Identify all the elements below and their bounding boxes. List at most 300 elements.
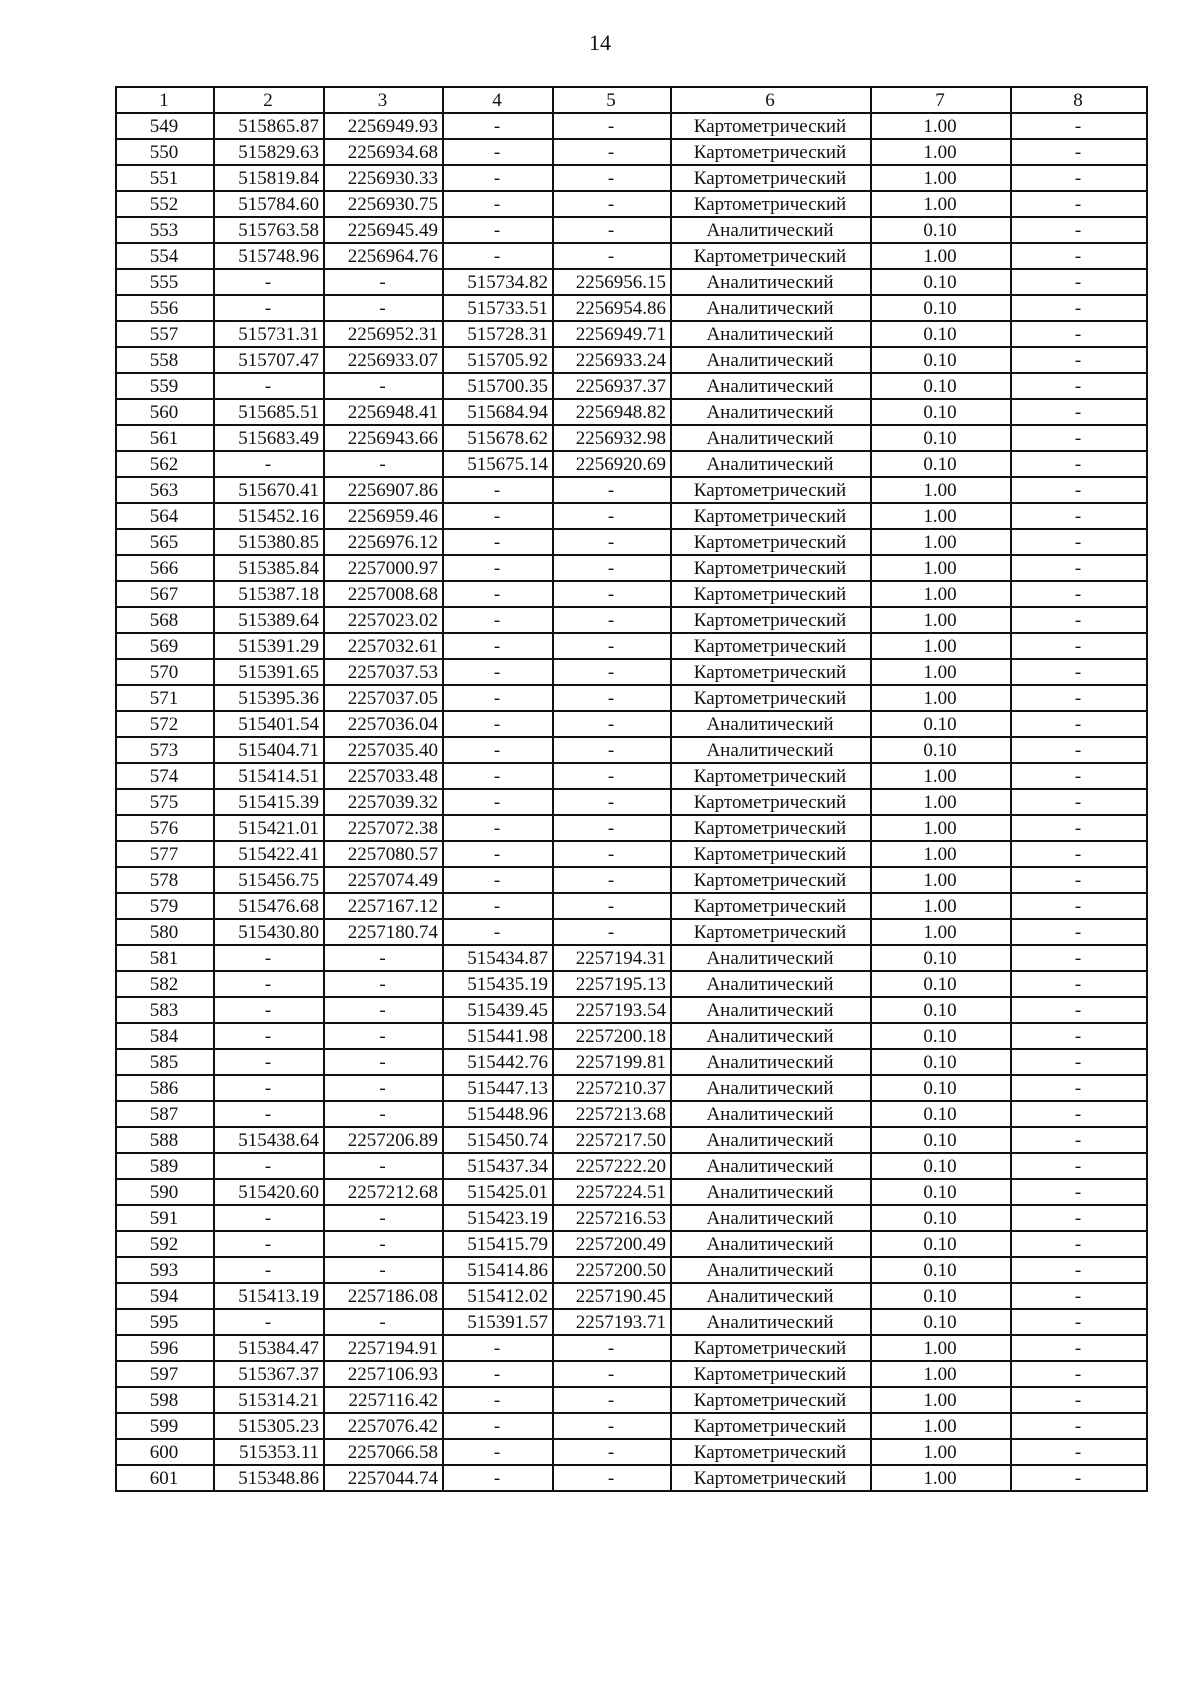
extra-cell: - [1011,1231,1147,1257]
accuracy-cell: 1.00 [871,243,1011,269]
method-cell: Картометрический [671,529,871,555]
method-cell: Аналитический [671,425,871,451]
table-body [116,113,1147,1491]
x-coordinate-cell: 515387.18 [214,581,324,607]
extra-cell: - [1011,711,1147,737]
x-coordinate-cell: - [214,1153,324,1179]
extra-cell: - [1011,1049,1147,1075]
accuracy-cell: 1.00 [871,165,1011,191]
new-x-coordinate-cell: - [443,477,553,503]
point-number-cell: 549 [116,113,214,139]
table-row [116,633,1147,659]
table-row [116,1257,1147,1283]
accuracy-cell: 1.00 [871,841,1011,867]
new-y-coordinate-cell: - [553,581,671,607]
table-row [116,1335,1147,1361]
accuracy-cell: 0.10 [871,347,1011,373]
table-row [116,1127,1147,1153]
extra-cell: - [1011,529,1147,555]
method-cell: Аналитический [671,1049,871,1075]
point-number-cell: 594 [116,1283,214,1309]
point-number-cell: 557 [116,321,214,347]
y-coordinate-cell: - [324,997,443,1023]
new-x-coordinate-cell: 515439.45 [443,997,553,1023]
x-coordinate-cell: 515389.64 [214,607,324,633]
new-y-coordinate-cell: - [553,139,671,165]
y-coordinate-cell: 2257167.12 [324,893,443,919]
method-cell: Аналитический [671,737,871,763]
table-row [116,945,1147,971]
column-header: 3 [324,87,443,113]
y-coordinate-cell: - [324,373,443,399]
point-number-cell: 588 [116,1127,214,1153]
new-x-coordinate-cell: - [443,555,553,581]
point-number-cell: 571 [116,685,214,711]
method-cell: Аналитический [671,321,871,347]
extra-cell: - [1011,763,1147,789]
x-coordinate-cell: 515395.36 [214,685,324,711]
extra-cell: - [1011,867,1147,893]
column-header: 1 [116,87,214,113]
y-coordinate-cell: 2256949.93 [324,113,443,139]
x-coordinate-cell: 515784.60 [214,191,324,217]
column-header: 5 [553,87,671,113]
x-coordinate-cell: 515385.84 [214,555,324,581]
method-cell: Аналитический [671,1023,871,1049]
y-coordinate-cell: 2257072.38 [324,815,443,841]
accuracy-cell: 0.10 [871,373,1011,399]
point-number-cell: 589 [116,1153,214,1179]
method-cell: Аналитический [671,347,871,373]
extra-cell: - [1011,581,1147,607]
x-coordinate-cell: 515829.63 [214,139,324,165]
y-coordinate-cell: 2257023.02 [324,607,443,633]
point-number-cell: 580 [116,919,214,945]
new-x-coordinate-cell: - [443,581,553,607]
new-x-coordinate-cell: - [443,1335,553,1361]
method-cell: Картометрический [671,867,871,893]
new-y-coordinate-cell: - [553,555,671,581]
accuracy-cell: 1.00 [871,191,1011,217]
y-coordinate-cell: 2256907.86 [324,477,443,503]
point-number-cell: 596 [116,1335,214,1361]
extra-cell: - [1011,737,1147,763]
table-row [116,971,1147,997]
accuracy-cell: 1.00 [871,581,1011,607]
point-number-cell: 581 [116,945,214,971]
new-x-coordinate-cell: 515450.74 [443,1127,553,1153]
new-y-coordinate-cell: 2257194.31 [553,945,671,971]
new-y-coordinate-cell: 2256956.15 [553,269,671,295]
point-number-cell: 555 [116,269,214,295]
y-coordinate-cell: - [324,1023,443,1049]
new-y-coordinate-cell: - [553,633,671,659]
y-coordinate-cell: 2256948.41 [324,399,443,425]
point-number-cell: 567 [116,581,214,607]
x-coordinate-cell: 515421.01 [214,815,324,841]
y-coordinate-cell: 2257000.97 [324,555,443,581]
accuracy-cell: 0.10 [871,399,1011,425]
extra-cell: - [1011,347,1147,373]
table-row [116,1283,1147,1309]
new-y-coordinate-cell: - [553,1361,671,1387]
extra-cell: - [1011,659,1147,685]
method-cell: Картометрический [671,685,871,711]
method-cell: Аналитический [671,269,871,295]
y-coordinate-cell: 2256952.31 [324,321,443,347]
method-cell: Аналитический [671,1257,871,1283]
new-y-coordinate-cell: - [553,503,671,529]
accuracy-cell: 1.00 [871,139,1011,165]
extra-cell: - [1011,1413,1147,1439]
accuracy-cell: 1.00 [871,763,1011,789]
method-cell: Аналитический [671,451,871,477]
new-x-coordinate-cell: 515415.79 [443,1231,553,1257]
accuracy-cell: 1.00 [871,893,1011,919]
point-number-cell: 577 [116,841,214,867]
method-cell: Аналитический [671,1101,871,1127]
accuracy-cell: 0.10 [871,1127,1011,1153]
new-y-coordinate-cell: 2257200.50 [553,1257,671,1283]
new-y-coordinate-cell: 2257222.20 [553,1153,671,1179]
table-row [116,1049,1147,1075]
y-coordinate-cell: 2257106.93 [324,1361,443,1387]
new-x-coordinate-cell: - [443,1439,553,1465]
table-row [116,1023,1147,1049]
new-y-coordinate-cell: 2257195.13 [553,971,671,997]
table-row [116,841,1147,867]
point-number-cell: 598 [116,1387,214,1413]
point-number-cell: 591 [116,1205,214,1231]
new-y-coordinate-cell: - [553,477,671,503]
extra-cell: - [1011,165,1147,191]
method-cell: Картометрический [671,1439,871,1465]
new-y-coordinate-cell: 2257200.18 [553,1023,671,1049]
accuracy-cell: 0.10 [871,1101,1011,1127]
method-cell: Аналитический [671,295,871,321]
new-y-coordinate-cell: - [553,243,671,269]
accuracy-cell: 1.00 [871,1465,1011,1491]
new-x-coordinate-cell: 515434.87 [443,945,553,971]
x-coordinate-cell: 515865.87 [214,113,324,139]
y-coordinate-cell: 2257008.68 [324,581,443,607]
extra-cell: - [1011,321,1147,347]
x-coordinate-cell: - [214,971,324,997]
method-cell: Аналитический [671,711,871,737]
x-coordinate-cell: 515731.31 [214,321,324,347]
method-cell: Аналитический [671,1205,871,1231]
extra-cell: - [1011,633,1147,659]
table-row [116,191,1147,217]
new-y-coordinate-cell: 2257200.49 [553,1231,671,1257]
new-x-coordinate-cell: - [443,841,553,867]
new-y-coordinate-cell: 2257213.68 [553,1101,671,1127]
new-y-coordinate-cell: - [553,815,671,841]
extra-cell: - [1011,555,1147,581]
x-coordinate-cell: 515670.41 [214,477,324,503]
y-coordinate-cell: 2256930.75 [324,191,443,217]
extra-cell: - [1011,1309,1147,1335]
new-y-coordinate-cell: - [553,529,671,555]
table-row [116,1361,1147,1387]
point-number-cell: 599 [116,1413,214,1439]
point-number-cell: 600 [116,1439,214,1465]
point-number-cell: 560 [116,399,214,425]
accuracy-cell: 1.00 [871,503,1011,529]
column-header: 8 [1011,87,1147,113]
x-coordinate-cell: 515384.47 [214,1335,324,1361]
new-x-coordinate-cell: - [443,1465,553,1491]
table-row [116,321,1147,347]
new-x-coordinate-cell: 515705.92 [443,347,553,373]
accuracy-cell: 1.00 [871,685,1011,711]
method-cell: Аналитический [671,1153,871,1179]
extra-cell: - [1011,1179,1147,1205]
y-coordinate-cell: 2257076.42 [324,1413,443,1439]
point-number-cell: 574 [116,763,214,789]
method-cell: Картометрический [671,633,871,659]
new-x-coordinate-cell: - [443,789,553,815]
extra-cell: - [1011,269,1147,295]
new-x-coordinate-cell: - [443,867,553,893]
extra-cell: - [1011,451,1147,477]
accuracy-cell: 0.10 [871,997,1011,1023]
new-x-coordinate-cell: - [443,1361,553,1387]
new-y-coordinate-cell: - [553,893,671,919]
accuracy-cell: 1.00 [871,1413,1011,1439]
accuracy-cell: 0.10 [871,737,1011,763]
extra-cell: - [1011,1101,1147,1127]
method-cell: Аналитический [671,1075,871,1101]
table-row [116,399,1147,425]
x-coordinate-cell: 515685.51 [214,399,324,425]
accuracy-cell: 1.00 [871,815,1011,841]
extra-cell: - [1011,607,1147,633]
new-y-coordinate-cell: - [553,217,671,243]
new-x-coordinate-cell: - [443,607,553,633]
extra-cell: - [1011,685,1147,711]
extra-cell: - [1011,1205,1147,1231]
x-coordinate-cell: - [214,1205,324,1231]
x-coordinate-cell: 515415.39 [214,789,324,815]
accuracy-cell: 1.00 [871,607,1011,633]
accuracy-cell: 1.00 [871,919,1011,945]
extra-cell: - [1011,789,1147,815]
accuracy-cell: 1.00 [871,867,1011,893]
y-coordinate-cell: - [324,451,443,477]
new-x-coordinate-cell: - [443,893,553,919]
method-cell: Картометрический [671,1335,871,1361]
table-row [116,477,1147,503]
accuracy-cell: 1.00 [871,633,1011,659]
table-row [116,1179,1147,1205]
method-cell: Аналитический [671,1283,871,1309]
table-row [116,659,1147,685]
new-x-coordinate-cell: 515675.14 [443,451,553,477]
x-coordinate-cell: - [214,1257,324,1283]
x-coordinate-cell: 515414.51 [214,763,324,789]
table-row [116,269,1147,295]
point-number-cell: 570 [116,659,214,685]
x-coordinate-cell: 515367.37 [214,1361,324,1387]
table-row [116,581,1147,607]
point-number-cell: 562 [116,451,214,477]
y-coordinate-cell: 2256959.46 [324,503,443,529]
y-coordinate-cell: 2256933.07 [324,347,443,373]
new-y-coordinate-cell: 2257193.54 [553,997,671,1023]
y-coordinate-cell: - [324,1075,443,1101]
y-coordinate-cell: 2257032.61 [324,633,443,659]
new-y-coordinate-cell: - [553,165,671,191]
extra-cell: - [1011,1257,1147,1283]
x-coordinate-cell: - [214,451,324,477]
extra-cell: - [1011,971,1147,997]
y-coordinate-cell: - [324,1153,443,1179]
y-coordinate-cell: 2257194.91 [324,1335,443,1361]
point-number-cell: 554 [116,243,214,269]
x-coordinate-cell: 515819.84 [214,165,324,191]
x-coordinate-cell: 515353.11 [214,1439,324,1465]
new-x-coordinate-cell: - [443,113,553,139]
accuracy-cell: 0.10 [871,1205,1011,1231]
table-row [116,997,1147,1023]
new-y-coordinate-cell: - [553,789,671,815]
method-cell: Аналитический [671,399,871,425]
method-cell: Аналитический [671,997,871,1023]
point-number-cell: 565 [116,529,214,555]
x-coordinate-cell: 515476.68 [214,893,324,919]
y-coordinate-cell: 2256934.68 [324,139,443,165]
new-y-coordinate-cell: - [553,659,671,685]
new-x-coordinate-cell: 515391.57 [443,1309,553,1335]
x-coordinate-cell: - [214,1049,324,1075]
y-coordinate-cell: 2257037.05 [324,685,443,711]
new-x-coordinate-cell: - [443,919,553,945]
accuracy-cell: 0.10 [871,321,1011,347]
extra-cell: - [1011,1023,1147,1049]
x-coordinate-cell: 515420.60 [214,1179,324,1205]
new-y-coordinate-cell: 2257190.45 [553,1283,671,1309]
y-coordinate-cell: - [324,1231,443,1257]
table-row [116,1439,1147,1465]
method-cell: Картометрический [671,789,871,815]
new-x-coordinate-cell: - [443,737,553,763]
new-x-coordinate-cell: 515678.62 [443,425,553,451]
table-row [116,1075,1147,1101]
table-row [116,789,1147,815]
point-number-cell: 559 [116,373,214,399]
accuracy-cell: 0.10 [871,1309,1011,1335]
extra-cell: - [1011,945,1147,971]
x-coordinate-cell: 515391.29 [214,633,324,659]
method-cell: Картометрический [671,763,871,789]
new-y-coordinate-cell: 2256937.37 [553,373,671,399]
new-y-coordinate-cell: 2257199.81 [553,1049,671,1075]
new-y-coordinate-cell: - [553,191,671,217]
x-coordinate-cell: 515391.65 [214,659,324,685]
table-row [116,737,1147,763]
table-row [116,217,1147,243]
table-row [116,763,1147,789]
method-cell: Аналитический [671,945,871,971]
x-coordinate-cell: - [214,373,324,399]
extra-cell: - [1011,113,1147,139]
point-number-cell: 575 [116,789,214,815]
point-number-cell: 582 [116,971,214,997]
new-x-coordinate-cell: 515728.31 [443,321,553,347]
table-row [116,451,1147,477]
accuracy-cell: 1.00 [871,1387,1011,1413]
point-number-cell: 569 [116,633,214,659]
extra-cell: - [1011,243,1147,269]
new-y-coordinate-cell: 2257193.71 [553,1309,671,1335]
y-coordinate-cell: 2256943.66 [324,425,443,451]
new-x-coordinate-cell: 515447.13 [443,1075,553,1101]
extra-cell: - [1011,1335,1147,1361]
point-number-cell: 553 [116,217,214,243]
y-coordinate-cell: 2257206.89 [324,1127,443,1153]
x-coordinate-cell: 515314.21 [214,1387,324,1413]
x-coordinate-cell: - [214,997,324,1023]
y-coordinate-cell: 2257039.32 [324,789,443,815]
method-cell: Картометрический [671,815,871,841]
point-number-cell: 583 [116,997,214,1023]
accuracy-cell: 1.00 [871,1361,1011,1387]
table-row [116,503,1147,529]
extra-cell: - [1011,893,1147,919]
table-row [116,815,1147,841]
new-x-coordinate-cell: - [443,763,553,789]
accuracy-cell: 1.00 [871,477,1011,503]
accuracy-cell: 0.10 [871,269,1011,295]
table-row [116,347,1147,373]
new-x-coordinate-cell: - [443,165,553,191]
method-cell: Картометрический [671,607,871,633]
table-row [116,425,1147,451]
extra-cell: - [1011,217,1147,243]
y-coordinate-cell: 2257186.08 [324,1283,443,1309]
x-coordinate-cell: 515413.19 [214,1283,324,1309]
y-coordinate-cell: 2256930.33 [324,165,443,191]
y-coordinate-cell: 2257080.57 [324,841,443,867]
point-number-cell: 566 [116,555,214,581]
table-row [116,1465,1147,1491]
new-x-coordinate-cell: 515423.19 [443,1205,553,1231]
x-coordinate-cell: - [214,1231,324,1257]
new-x-coordinate-cell: 515435.19 [443,971,553,997]
new-x-coordinate-cell: - [443,1387,553,1413]
point-number-cell: 584 [116,1023,214,1049]
table-row [116,1387,1147,1413]
new-x-coordinate-cell: - [443,243,553,269]
point-number-cell: 578 [116,867,214,893]
point-number-cell: 595 [116,1309,214,1335]
y-coordinate-cell: - [324,1257,443,1283]
accuracy-cell: 1.00 [871,113,1011,139]
point-number-cell: 564 [116,503,214,529]
extra-cell: - [1011,1075,1147,1101]
y-coordinate-cell: 2257035.40 [324,737,443,763]
point-number-cell: 590 [116,1179,214,1205]
method-cell: Аналитический [671,1231,871,1257]
point-number-cell: 550 [116,139,214,165]
accuracy-cell: 1.00 [871,659,1011,685]
table-row [116,373,1147,399]
new-x-coordinate-cell: - [443,633,553,659]
point-number-cell: 551 [116,165,214,191]
extra-cell: - [1011,1439,1147,1465]
extra-cell: - [1011,399,1147,425]
